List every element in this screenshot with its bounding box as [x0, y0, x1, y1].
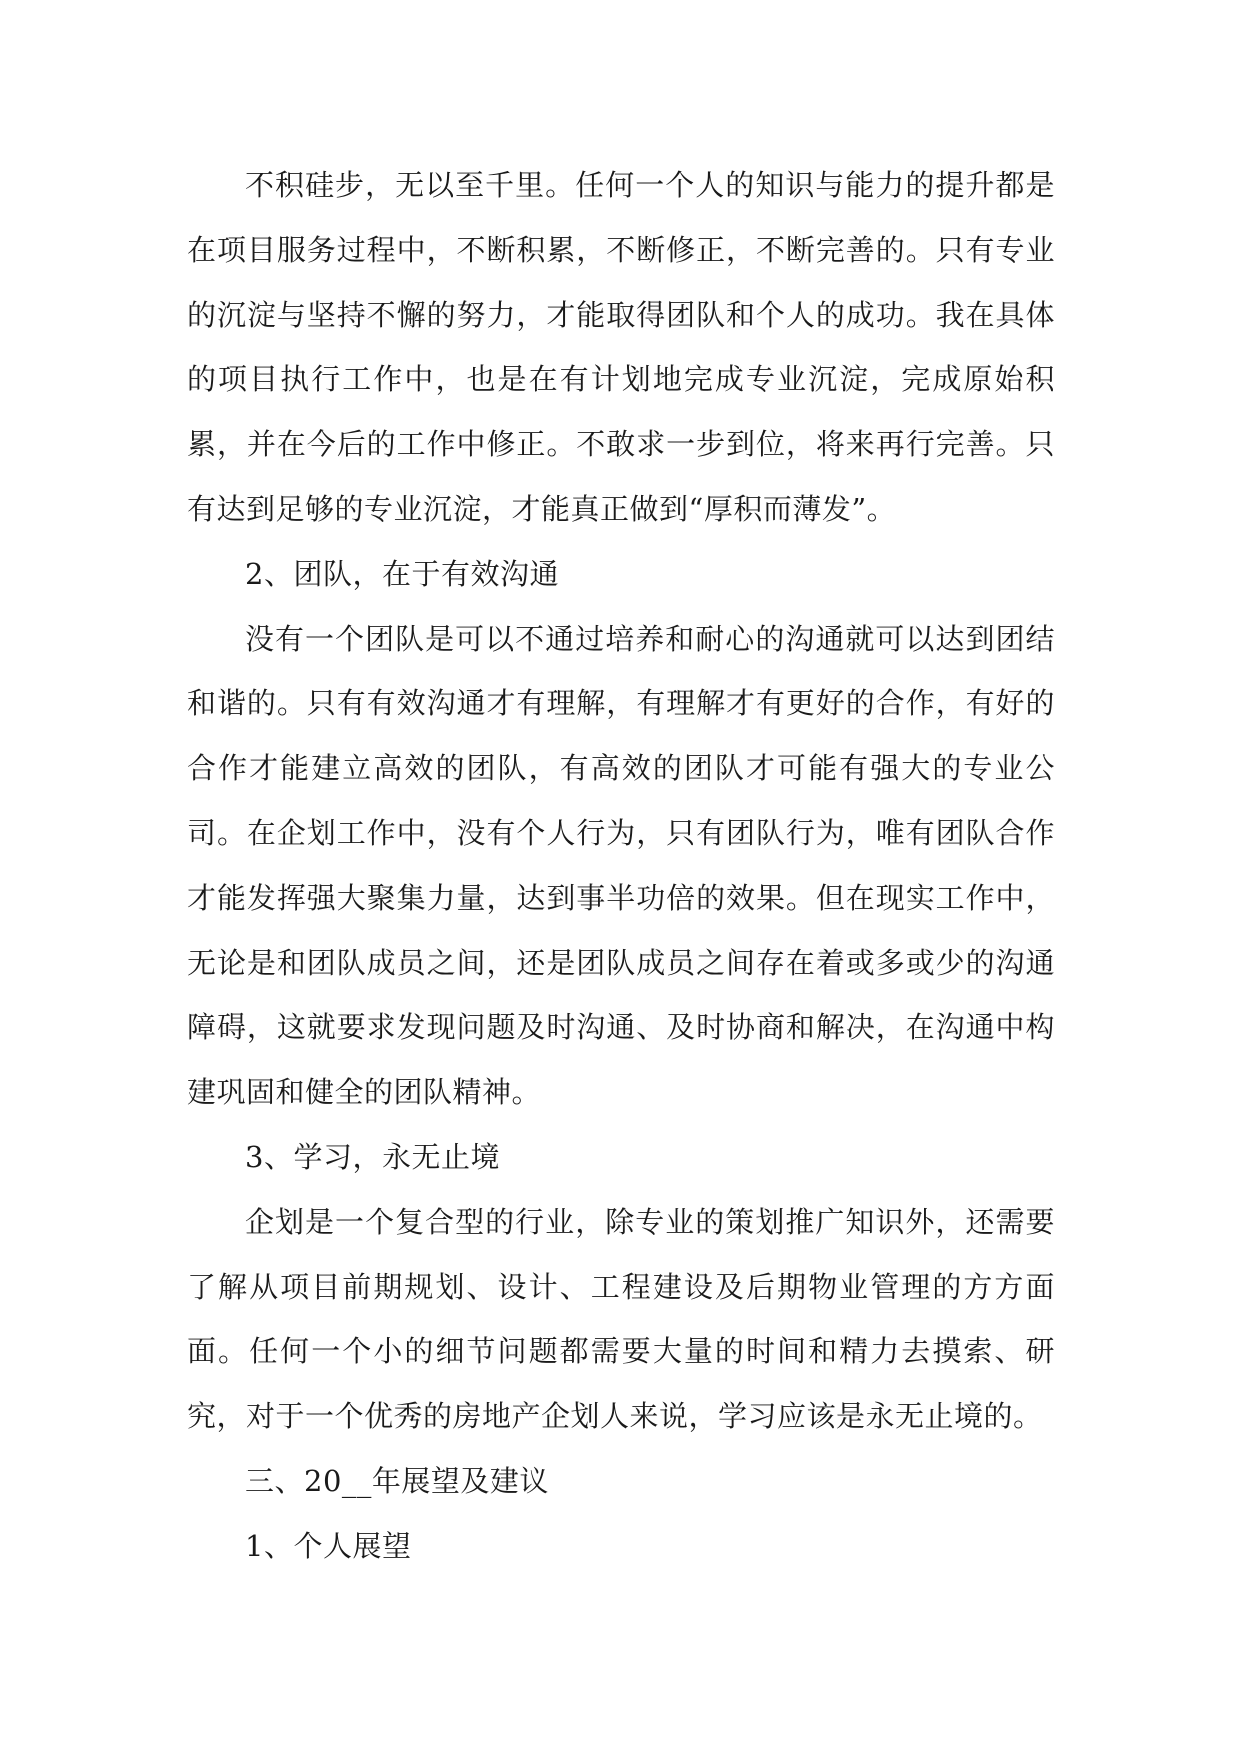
heading-outlook: 三、20__年展望及建议	[245, 1463, 549, 1498]
heading-personal-outlook: 1、个人展望	[245, 1528, 412, 1563]
heading-learning: 3、学习，永无止境	[245, 1139, 500, 1174]
heading-teamwork: 2、团队，在于有效沟通	[245, 556, 559, 591]
paragraph-teamwork: 没有一个团队是可以不通过培养和耐心的沟通就可以达到团结和谐的。只有有效沟通才有理解，有理解才有更好的合作，有好的合作才能建立高效的团队，有高效的团队才可能有强大的专业公司。在企划工作中，没有个人行为，只有团队行为，唯有团队合作才能发挥强大聚集力量，达到事半功倍的效果。但在现实工作中，无论是和团队成员之间，还是团队成员之间存在着或多或少的沟通障碍，这就要求发现问题及时沟通、及时协商和解决，在沟通中构建巩固和健全的团队精神。	[187, 621, 1055, 1110]
paragraph-learning: 企划是一个复合型的行业，除专业的策划推广知识外，还需要了解从项目前期规划、设计、工程建设及后期物业管理的方方面面。任何一个小的细节问题都需要大量的时间和精力去摸索、研究，对于一个优秀的房地产企划人来说，学习应该是永无止境的。	[187, 1204, 1055, 1434]
document-body	[187, 153, 1055, 1579]
paragraph-accumulation: 不积硅步，无以至千里。任何一个人的知识与能力的提升都是在项目服务过程中，不断积累，不断修正，不断完善的。只有专业的沉淀与坚持不懈的努力，才能取得团队和个人的成功。我在具体的项目执行工作中，也是在有计划地完成专业沉淀，完成原始积累，并在今后的工作中修正。不敢求一步到位，将来再行完善。只有达到足够的专业沉淀，才能真正做到“厚积而薄发”。	[187, 168, 1055, 526]
